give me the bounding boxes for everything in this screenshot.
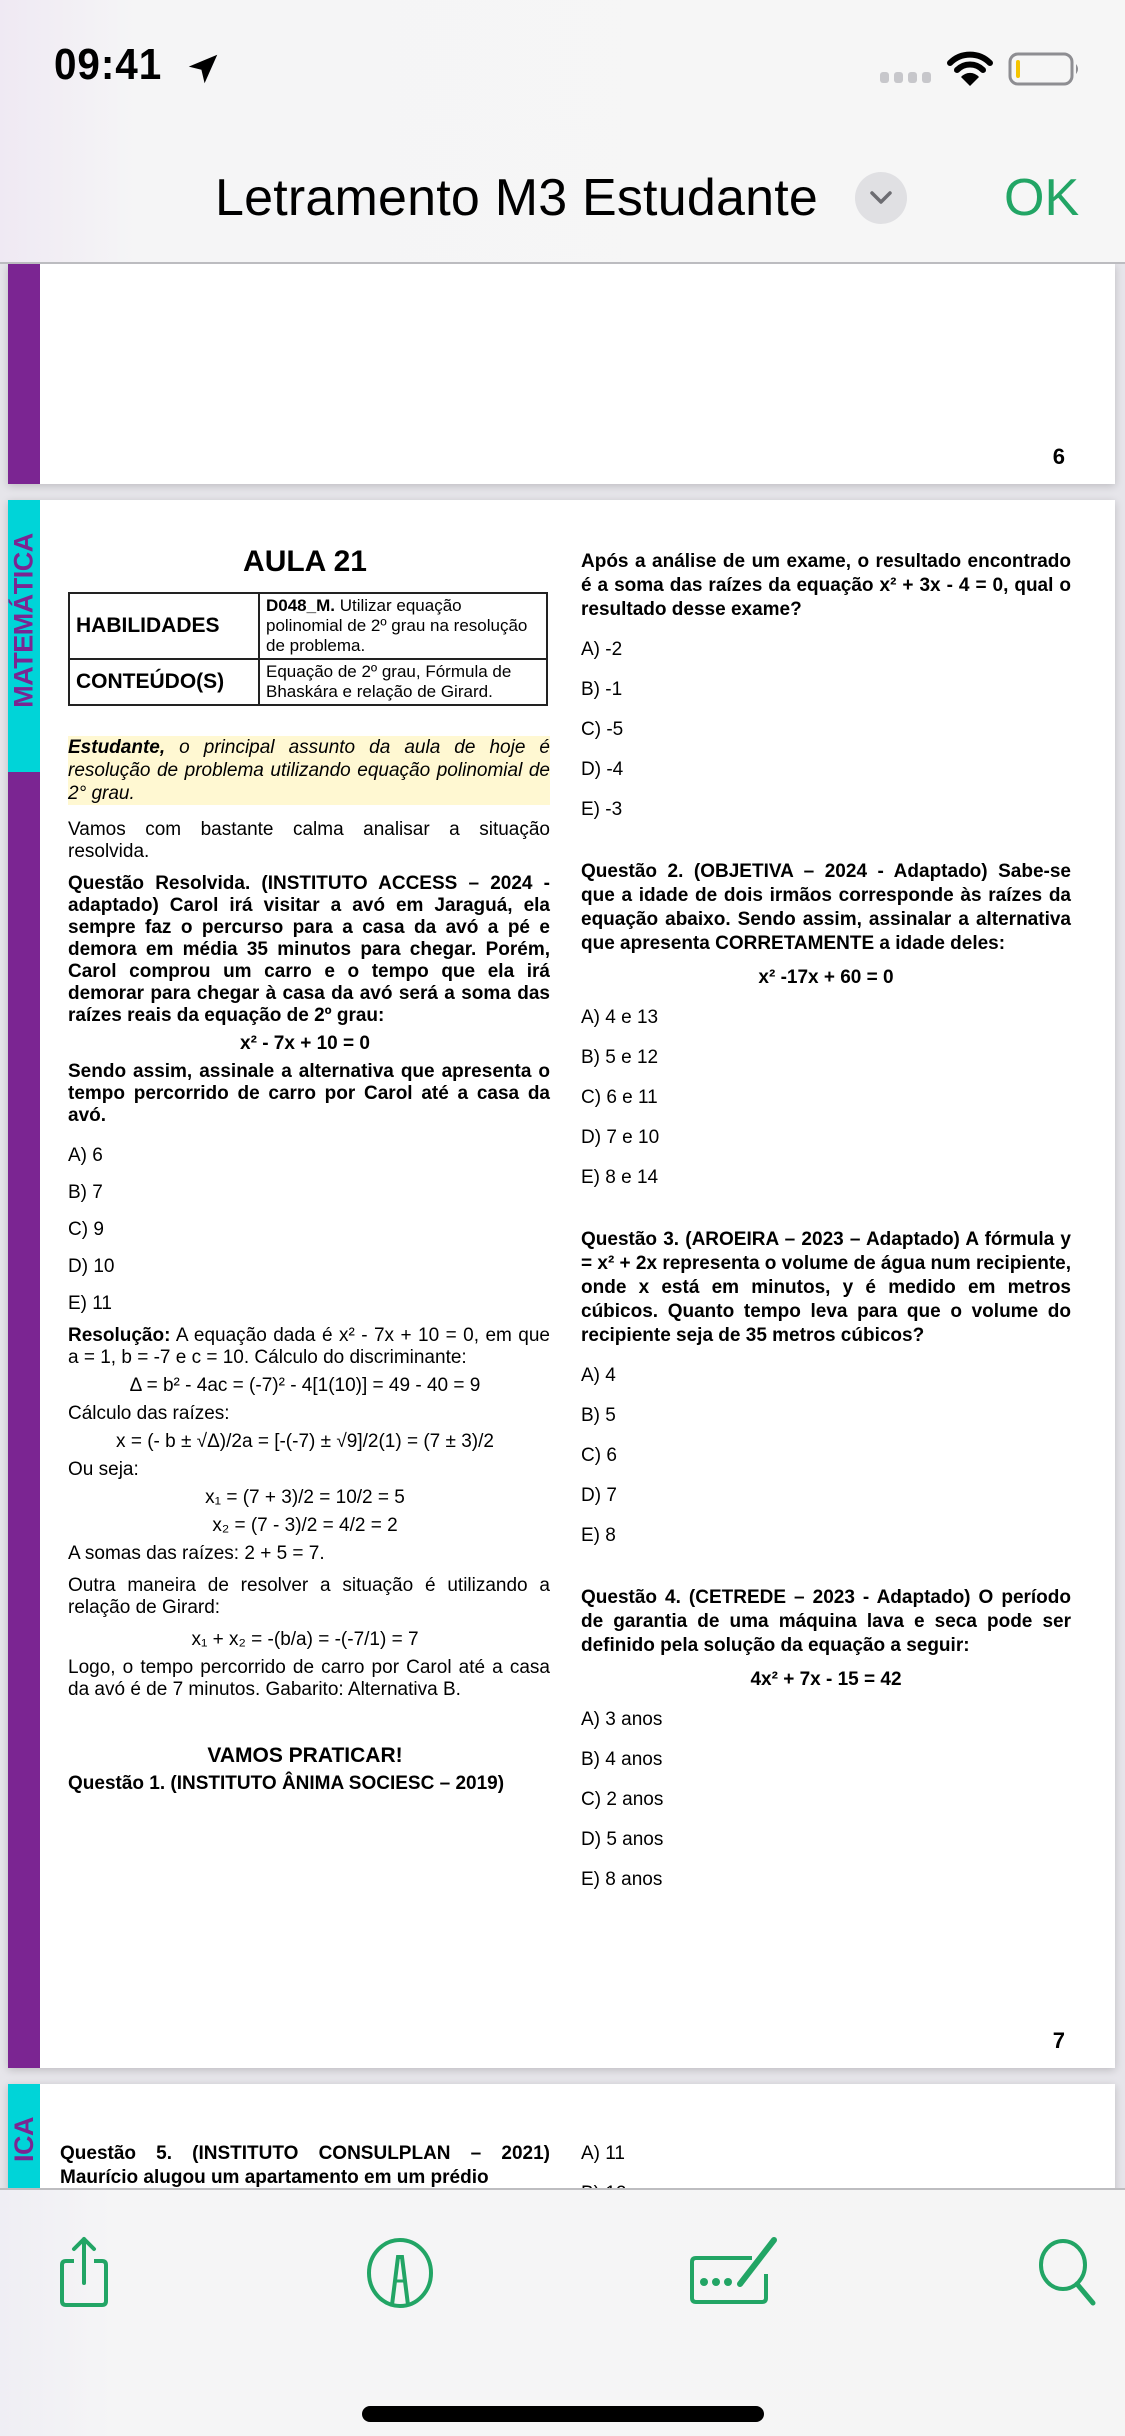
option: E) -3 xyxy=(581,799,623,820)
question-5-text: Questão 5. (INSTITUTO CONSULPLAN – 2021) Maurício alugou um apartamento em um prédio xyxy=(60,2143,550,2188)
question-3-text: Questão 3. (AROEIRA – 2023 – Adaptado) A fórmula y = x² + 2x representa o volume de água num recipiente, onde x está em minutos, y é medido em metros cúbicos. Quanto tempo leva para que o volume do recipiente seja de 35 metros cúbicos? xyxy=(581,1229,1071,1346)
option: C) 2 anos xyxy=(581,1789,664,1810)
option: A) 4 xyxy=(581,1365,616,1386)
subject-label: ICA xyxy=(8,2117,39,2162)
markup-button[interactable] xyxy=(360,2232,440,2312)
lesson-title: AULA 21 xyxy=(243,545,367,578)
paragraph: Vamos com bastante calma analisar a situação resolvida. xyxy=(68,819,550,862)
pdf-page-7 xyxy=(8,500,1115,2068)
pdf-page-6 xyxy=(8,264,1115,484)
option: E) 8 e 14 xyxy=(581,1167,659,1188)
option: C) -5 xyxy=(581,719,624,740)
document-title[interactable]: Letramento M3 Estudante xyxy=(215,169,818,227)
battery-low-icon xyxy=(1008,52,1083,86)
solved-prompt: Sendo assim, assinale a alternativa que apresenta o tempo percorrido de carro por Carol até a casa da avó. xyxy=(68,1061,550,1126)
option: A) 3 anos xyxy=(581,1709,663,1730)
home-indicator[interactable] xyxy=(362,2406,764,2422)
delta-formula: Δ = b² - 4ac = (-7)² - 4[1(10)] = 49 - 40 = 9 xyxy=(129,1375,481,1396)
chevron-down-icon xyxy=(869,190,893,206)
page-side-strip-purple xyxy=(8,772,40,2068)
practice-title: VAMOS PRATICAR! xyxy=(207,1744,403,1767)
option: A) -2 xyxy=(581,639,623,660)
option: E) 11 xyxy=(68,1293,113,1314)
equation: 4x² + 7x - 15 = 42 xyxy=(750,1669,902,1690)
option: B) 5 e 12 xyxy=(581,1047,659,1068)
ok-button[interactable]: OK xyxy=(1004,169,1080,227)
table-row xyxy=(69,593,547,659)
option: D) 10 xyxy=(68,1256,115,1277)
page-number: 6 xyxy=(1052,444,1065,469)
paragraph: A somas das raízes: 2 + 5 = 7. xyxy=(68,1543,325,1564)
option: C) 6 e 11 xyxy=(581,1087,658,1108)
wifi-icon xyxy=(946,50,994,88)
option: B) 7 xyxy=(68,1182,103,1203)
resolution: Resolução: A equação dada é x² - 7x + 10 = 0, em que a = 1, b = -7 e c = 10. Cálculo do discriminante: xyxy=(68,1325,550,1368)
roots-formula: x = (- b ± √Δ)/2a = [-(-7) ± √9]/2(1) = (7 ± 3)/2 xyxy=(116,1431,494,1452)
conclusion: Logo, o tempo percorrido de carro por Carol até a casa da avó é de 7 minutos. Gabarito: Alternativa B. xyxy=(68,1657,550,1700)
question-1-header: Questão 1. (INSTITUTO ÂNIMA SOCIESC – 2019) xyxy=(68,1773,505,1794)
solved-question: Questão Resolvida. (INSTITUTO ACCESS – 2024 - adaptado) Carol irá visitar a avó em Jaraguá, ela sempre faz o percurso para a casa da avó a pé e demora em média 35 minutos para chegar. Porém, Carol comprou um carro e o tempo que ela irá demorar para chegar à casa da avó será a soma das raízes reais da equação de 2º grau: xyxy=(68,873,550,1026)
title-menu-button[interactable] xyxy=(855,172,907,224)
option: A) 6 xyxy=(68,1145,103,1166)
search-button[interactable] xyxy=(1030,2232,1110,2312)
root-x2: x₂ = (7 - 3)/2 = 4/2 = 2 xyxy=(212,1515,398,1536)
option: A) 4 e 13 xyxy=(581,1007,659,1028)
cellular-signal-icon xyxy=(880,72,931,83)
share-icon xyxy=(54,2235,114,2309)
question-1-text: Após a análise de um exame, o resultado encontrado é a soma das raízes da equação x² + 3x - 4 = 0, qual o resultado desse exame? xyxy=(581,551,1071,620)
question-2-text: Questão 2. (OBJETIVA – 2024 - Adaptado) Sabe-se que a idade de dois irmãos corresponde às raízes da equação abaixo. Sendo assim, assinalar a alternativa que apresenta CORRETAMENTE a idade deles: xyxy=(581,861,1071,954)
status-time: 09:41 xyxy=(54,40,163,89)
option: C) 6 xyxy=(581,1445,617,1466)
signature-button[interactable] xyxy=(686,2232,786,2312)
option: A) 11 xyxy=(581,2143,626,2164)
option: E) 8 xyxy=(581,1525,616,1546)
table-cell: Equação de 2º grau, Fórmula de Bhaskára e relação de Girard. xyxy=(259,659,547,705)
option: B) 5 xyxy=(581,1405,616,1426)
top-navigation-bar xyxy=(0,0,1125,264)
question-4-text: Questão 4. (CETREDE – 2023 - Adaptado) O período de garantia de uma máquina lava e seca pode ser definido pela solução da equação a seguir: xyxy=(581,1587,1071,1656)
share-button[interactable] xyxy=(44,2232,124,2312)
table-head: CONTEÚDO(S) xyxy=(69,659,259,705)
search-icon xyxy=(1035,2237,1105,2307)
intro-highlight: Estudante, o principal assunto da aula de hoje é resolução de problema utilizando equação polinomial de 2° grau. xyxy=(68,737,550,804)
option: B) -1 xyxy=(581,679,623,700)
location-arrow-icon xyxy=(184,50,222,88)
skills-table xyxy=(68,592,548,706)
signature-icon xyxy=(688,2236,784,2308)
girard-formula: x₁ + x₂ = -(b/a) = -(-7/1) = 7 xyxy=(191,1629,419,1650)
table-head: HABILIDADES xyxy=(69,593,259,659)
paragraph: Cálculo das raízes: xyxy=(68,1403,230,1424)
left-column xyxy=(60,544,550,1795)
option: C) 9 xyxy=(68,1219,104,1240)
option: B) 4 anos xyxy=(581,1749,663,1770)
bottom-toolbar xyxy=(0,2188,1125,2436)
equation: x² -17x + 60 = 0 xyxy=(758,967,894,988)
markup-icon xyxy=(365,2235,435,2309)
option: E) 8 anos xyxy=(581,1869,663,1890)
subject-label: MATEMÁTICA xyxy=(8,532,39,708)
option: D) 7 e 10 xyxy=(581,1127,660,1148)
option: D) -4 xyxy=(581,759,624,780)
paragraph: Ou seja: xyxy=(68,1459,139,1480)
paragraph: Outra maneira de resolver a situação é utilizando a relação de Girard: xyxy=(68,1575,550,1618)
equation: x² - 7x + 10 = 0 xyxy=(240,1033,370,1054)
option: D) 7 xyxy=(581,1485,617,1506)
table-cell: D048_M. Utilizar equação polinomial de 2º grau na resolução de problema. xyxy=(259,593,547,659)
table-row xyxy=(69,659,547,705)
page-number: 7 xyxy=(1052,2028,1065,2053)
right-column xyxy=(581,550,1071,1892)
page-side-strip xyxy=(8,264,40,484)
root-x1: x₁ = (7 + 3)/2 = 10/2 = 5 xyxy=(205,1487,405,1508)
option: D) 5 anos xyxy=(581,1829,664,1850)
